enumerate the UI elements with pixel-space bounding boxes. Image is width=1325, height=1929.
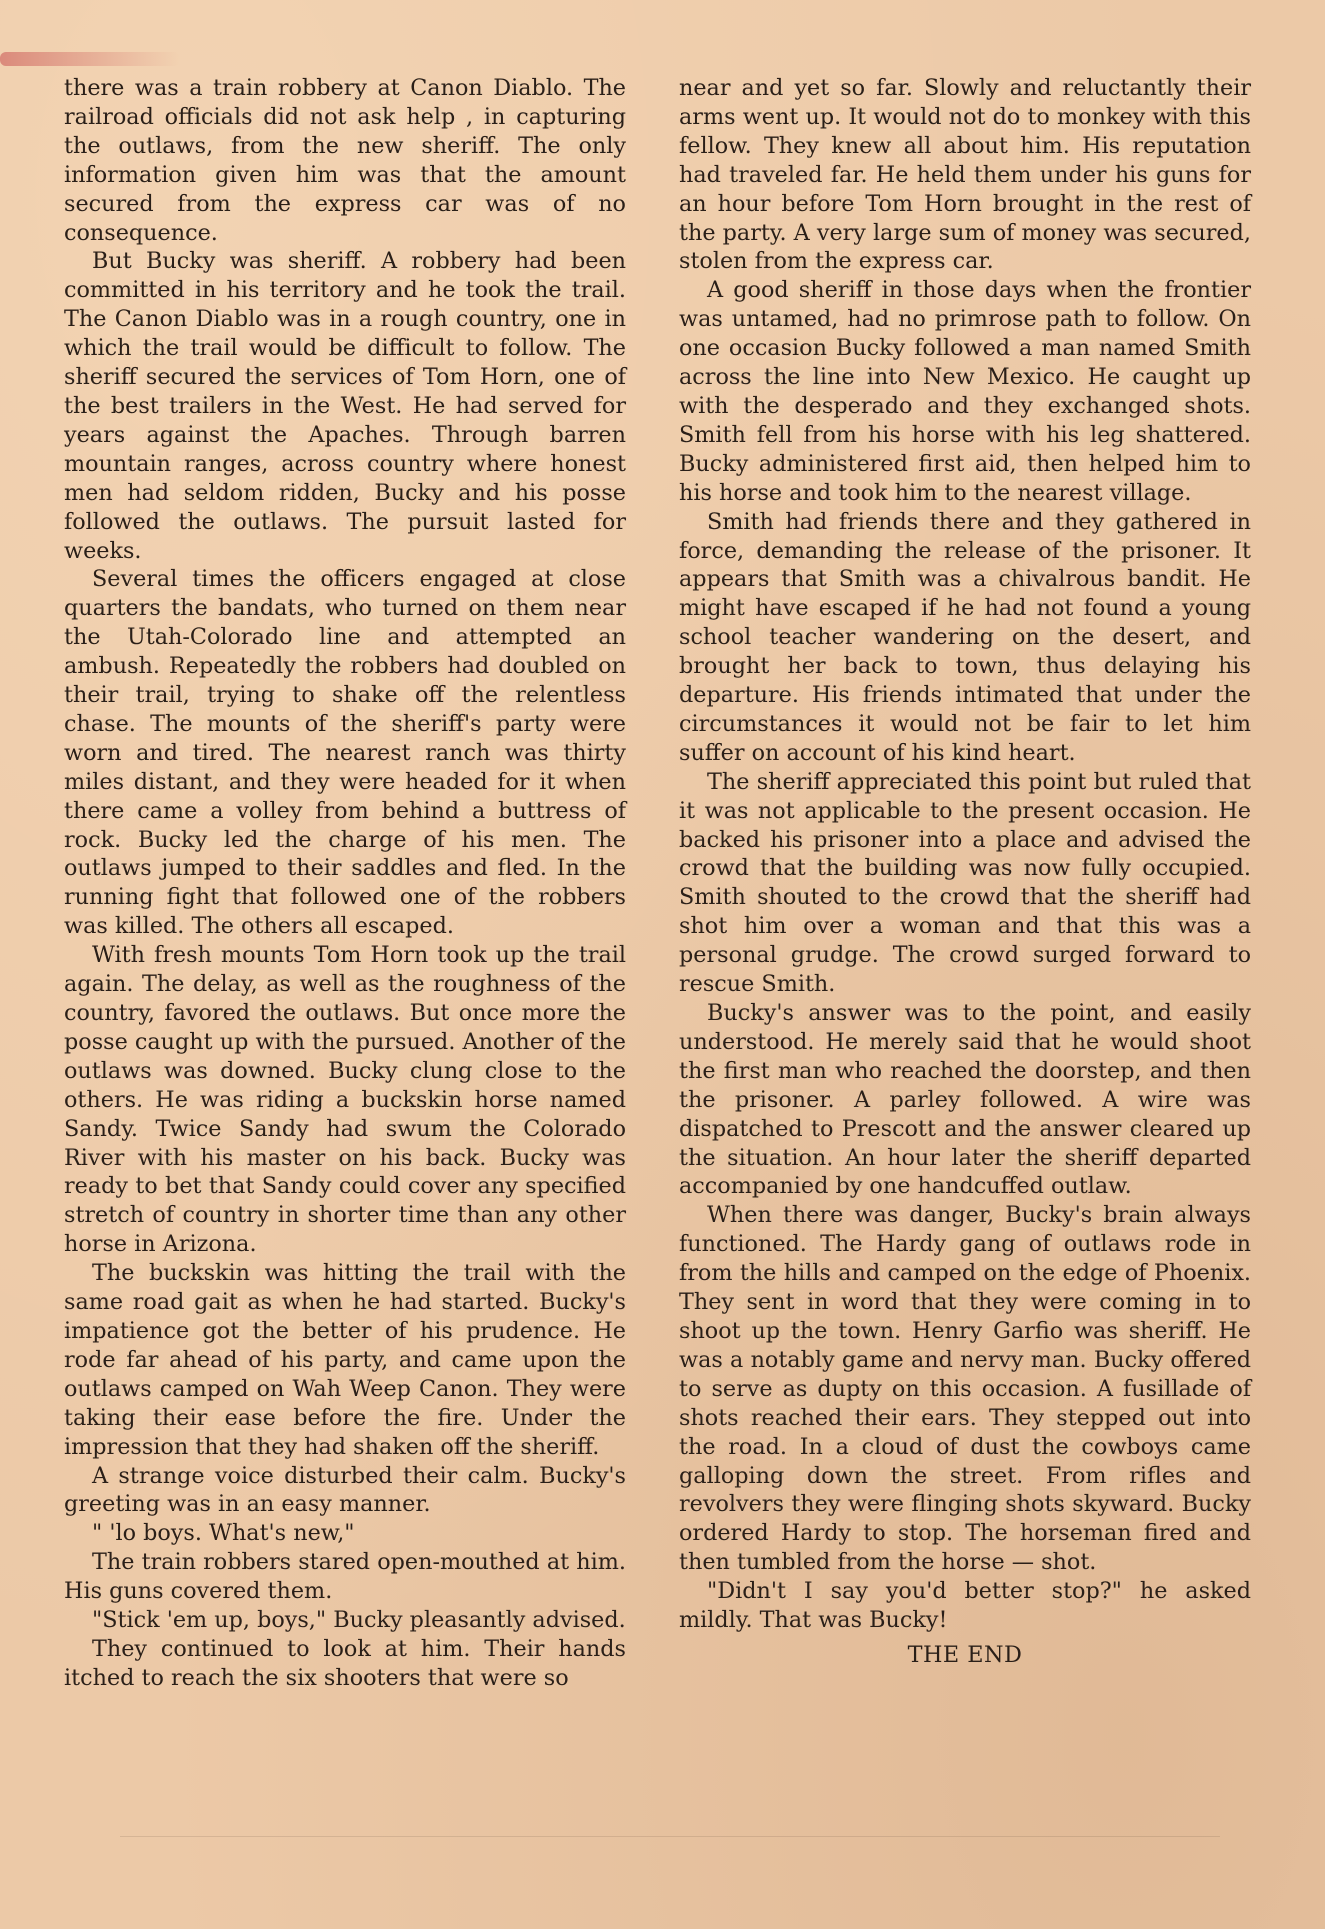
paragraph: They continued to look at him. Their hands itched to reach the six shooters that were so <box>64 1635 626 1691</box>
paragraph: Smith had friends there and they gathered in force, demanding the release of the prisoner. It appears that Smith was a chivalrous bandit. He might have escaped if he had not found a young school teacher wandering on the desert, and brought her back to town, thus delaying his departure. His friends intimated that under the circumstances it would not be fair to let him suffer on account of his kind heart. <box>679 508 1251 766</box>
right-column <box>679 74 1251 1670</box>
paragraph: Several times the officers engaged at close quarters the bandats, who turned on them near the Utah-Colorado line and attempted an ambush. Repeatedly the robbers had doubled on their trail, trying to shake off the relentless chase. The mounts of the sheriff's party were worn and tired. The nearest ranch was thirty miles distant, and they were headed for it when there came a volley from behind a buttress of rock. Bucky led the charge of his men. The outlaws jumped to their saddles and fled. In the running fight that followed one of the robbers was killed. The others all escaped. <box>64 566 626 940</box>
paragraph: A good sheriff in those days when the frontier was untamed, had no primrose path to follow. On one occasion Bucky followed a man named Smith across the line into New Mexico. He caught up with the desperado and they exchanged shots. Smith fell from his horse with his leg shattered. Bucky administered first aid, then helped him to his horse and took him to the nearest village. <box>679 277 1251 506</box>
paragraph: Bucky's answer was to the point, and easily understood. He merely said that he would shoot the first man who reached the doorstep, and then the prisoner. A parley followed. A wire was dispatched to Prescott and the answer cleared up the situation. An hour later the sheriff departed accompanied by one handcuffed outlaw. <box>679 1000 1251 1200</box>
paragraph: The train robbers stared open-mouthed at him. His guns covered them. <box>64 1549 626 1605</box>
paragraph: But Bucky was sheriff. A robbery had been committed in his territory and he took the trail. The Canon Diablo was in a rough country, one in which the trail would be difficult to follow. The sheriff secured the services of Tom Horn, one of the best trailers in the West. He had served for years against the Apaches. Through barren mountain ranges, across country where honest men had seldom ridden, Bucky and his posse followed the outlaws. The pursuit lasted for weeks. <box>64 248 626 564</box>
paragraph: The buckskin was hitting the trail with the same road gait as when he had started. Bucky's impatience got the better of his prudence. He rode far ahead of his party, and came upon the outlaws camped on Wah Weep Canon. They were taking their ease before the fire. Under the impression that they had shaken off the sheriff. <box>64 1260 626 1460</box>
paragraph: near and yet so far. Slowly and reluctantly their arms went up. It would not do to monkey with this fellow. They knew all about him. His reputation had traveled far. He held them under his guns for an hour before Tom Horn brought in the rest of the party. A very large sum of money was secured, stolen from the express car. <box>679 75 1251 275</box>
paragraph: The sheriff appreciated this point but ruled that it was not applicable to the present occasion. He backed his prisoner into a place and advised the crowd that the building was now fully occupied. Smith shouted to the crowd that the sheriff had shot him over a woman and that this was a personal grudge. The crowd surged forward to rescue Smith. <box>679 768 1251 998</box>
paragraph: With fresh mounts Tom Horn took up the trail again. The delay, as well as the roughness of the country, favored the outlaws. But once more the posse caught up with the pursued. Another of the outlaws was downed. Bucky clung close to the others. He was riding a buckskin horse named Sandy. Twice Sandy had swum the Colorado River with his master on his back. Bucky was ready to bet that Sandy could cover any specified stretch of country in shorter time than any other horse in Arizona. <box>64 942 626 1258</box>
paragraph: "Didn't I say you'd better stop?" he asked mildly. That was Bucky! <box>679 1578 1251 1634</box>
page-stain <box>0 52 180 66</box>
page-crease <box>120 1836 1220 1837</box>
paragraph: " 'lo boys. What's new," <box>92 1520 355 1547</box>
paragraph: When there was danger, Bucky's brain always functioned. The Hardy gang of outlaws rode in from the hills and camped on the edge of Phoenix. They sent in word that they were coming in to shoot up the town. Henry Garfio was sheriff. He was a notably game and nervy man. Bucky offered to serve as dupty on this occasion. A fusillade of shots reached their ears. They stepped out into the road. In a cloud of dust the cowboys came galloping down the street. From rifles and revolvers they were flinging shots skyward. Bucky ordered Hardy to stop. The horseman fired and then tumbled from the horse — shot. <box>679 1202 1251 1576</box>
paragraph: A strange voice disturbed their calm. Bucky's greeting was in an easy manner. <box>64 1462 626 1518</box>
left-column <box>64 74 626 1693</box>
end-marker: THE END <box>907 1641 1023 1668</box>
paragraph: "Stick 'em up, boys," Bucky pleasantly advised. <box>92 1607 626 1634</box>
paragraph: there was a train robbery at Canon Diablo. The railroad officials did not ask help , in capturing the outlaws, from the new sheriff. The only information given him was that the amount secured from the express car was of no consequence. <box>64 75 626 246</box>
